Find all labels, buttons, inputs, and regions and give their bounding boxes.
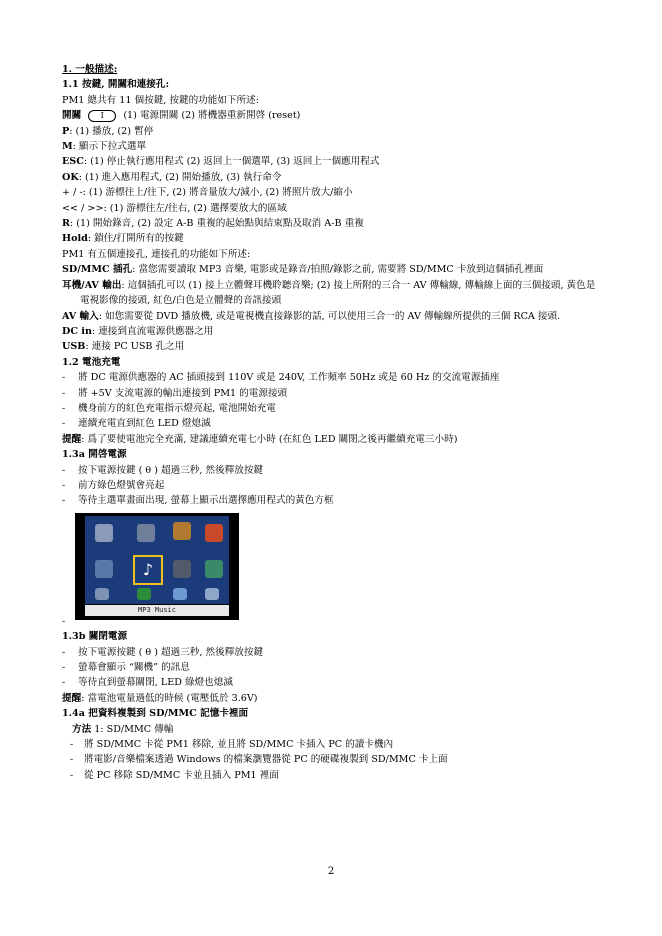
menu-screen (85, 516, 229, 604)
charging-note: 提醒: 爲了要使電池完全充滿, 建議連續充電七小時 (在紅色 LED 關閉之後再繼續充電三小時) (62, 433, 458, 445)
key-r: R: (1) 開始錄音, (2) 設定 A-B 重複的起始點與結束點及取消 A-B 重複 (62, 218, 364, 230)
power-switch-line (62, 108, 602, 123)
list-item: - 從 PC 移除 SD/MMC 卡並且插入 PM1 裡面 (70, 769, 279, 781)
settings-icon (95, 524, 113, 542)
key-m: M: 顯示下拉式選單 (62, 141, 147, 153)
video-icon (205, 524, 223, 542)
section-1-2-title: 1.2 電池充電 (62, 356, 121, 368)
list-item: - 按下電源按鍵 ( θ ) 超過三秒, 然後釋放按鍵 (62, 646, 264, 658)
port-sdmmc: SD/MMC 插孔: 當您需要讀取 MP3 音樂, 電影或是錄音/拍照/錄影之前, 需要將 SD/MMC 卡放到這個插孔裡面 (62, 264, 544, 276)
list-item: - 連續充電直到紅色 LED 燈熄滅 (62, 418, 211, 430)
camera-icon (173, 522, 191, 540)
gear-icon (205, 588, 219, 600)
list-item: - 等待直到螢幕關閉, LED 綠燈也熄滅 (62, 677, 233, 689)
photo-camera-icon (173, 560, 191, 578)
buttons-intro: PM1 總共有 11 個按鍵, 按鍵的功能如下所述: (62, 94, 259, 106)
people-icon (137, 524, 155, 542)
gallery-icon (205, 560, 223, 578)
power-off-note: 提醒: 當電池電量過低的時候 (電壓低於 3.6V) (62, 692, 258, 704)
section-1-3a-title: 1.3a 開啓電源 (62, 449, 127, 461)
power-desc: (1) 電源開關 (2) 將機器重新開啓 (reset) (123, 110, 301, 122)
section-1-3b-title: 1.3b 關閉電源 (62, 631, 128, 643)
port-headphone-av-out: 耳機/AV 輸出: 這個插孔可以 (1) 接上立體聲耳機聆聽音樂; (2) 接上所附的三合一 AV 傳輸線, 傳輸線上面的三個接頭, 黃色是電視影像的接頭, 紅色/白色是立體聲的音訊接頭 (62, 279, 596, 307)
list-item: - 等待主選單畫面出現, 螢幕上顯示出選擇應用程式的黃色方框 (62, 495, 334, 507)
selection-box (133, 555, 163, 585)
list-item: - 機身前方的紅色充電指示燈亮起, 電池開始充電 (62, 402, 276, 414)
folder-icon (173, 588, 187, 600)
key-esc: ESC: (1) 停止執行應用程式 (2) 返回上一個選單, (3) 返回上一個應用程式 (62, 156, 380, 168)
list-item: - 將電影/音樂檔案透過 Windows 的檔案瀏覽器從 PC 的硬碟複製到 SD/MMC 卡上面 (70, 754, 448, 766)
list-item: - 將 +5V 支流電源的輸出連接到 PM1 的電源接頭 (62, 387, 288, 399)
list-item: - 按下電源按鍵 ( θ ) 超過三秒, 然後釋放按鍵 (62, 464, 264, 476)
main-menu-screenshot (75, 513, 239, 620)
ports-intro: PM1 有五個連接孔, 連接孔的功能如下所述: (62, 248, 251, 260)
voice-icon (95, 560, 113, 578)
list-item: - 將 DC 電源供應器的 AC 插頭接到 110V 或是 240V, 工作頻率 50Hz 或是 60 Hz 的交流電源插座 (62, 372, 500, 384)
port-av-in: AV 輸入: 如您需要從 DVD 播放機, 或是電視機直接錄影的話, 可以使用三合一的 AV 傳輸線所提供的三個 RCA 接頭. (62, 310, 561, 322)
list-item: - 將 SD/MMC 卡從 PM1 移除, 並且將 SD/MMC 卡插入 PC 的讀卡機內 (70, 739, 394, 751)
section-1-title: 1. 一般描述: (62, 64, 118, 75)
power-label: 開關 (62, 110, 82, 122)
key-plus-minus: + / -: (1) 游標往上/往下, (2) 將音量放大/減小, (2) 將照片放大/縮小 (62, 187, 353, 199)
key-p: P: (1) 播放, (2) 暫停 (62, 125, 154, 137)
screen-caption: MP3 Music (85, 605, 229, 616)
music-note-icon: ♪ (142, 559, 154, 579)
section-1-1-title: 1.1 按鍵, 開關和連接孔: (62, 79, 170, 91)
book-icon (137, 588, 151, 600)
key-left-right: << / >>: (1) 游標往左/往右, (2) 選擇要放大的區域 (62, 202, 287, 214)
key-hold: Hold: 鎖住/打開所有的按鍵 (62, 233, 184, 245)
port-dc-in: DC in: 連接到直流電源供應器之用 (62, 325, 214, 337)
power-symbol-icon: I (88, 110, 116, 122)
port-usb: USB: 連接 PC USB 孔之用 (62, 341, 185, 353)
section-1-4a-title: 1.4a 把資料複製到 SD/MMC 記憶卡裡面 (62, 708, 249, 720)
key-ok: OK: (1) 進入應用程式, (2) 開始播放, (3) 執行命令 (62, 171, 282, 183)
document-page (62, 62, 602, 783)
text-icon (95, 588, 109, 600)
method-heading: 方法 1: SD/MMC 傳輸 (72, 723, 174, 735)
list-item: - 前方綠色燈號會亮起 (62, 479, 165, 491)
page-number: 2 (327, 866, 335, 877)
bullet-dash: - (62, 615, 66, 627)
list-item: - 螢幕會顯示 “關機” 的訊息 (62, 662, 190, 673)
